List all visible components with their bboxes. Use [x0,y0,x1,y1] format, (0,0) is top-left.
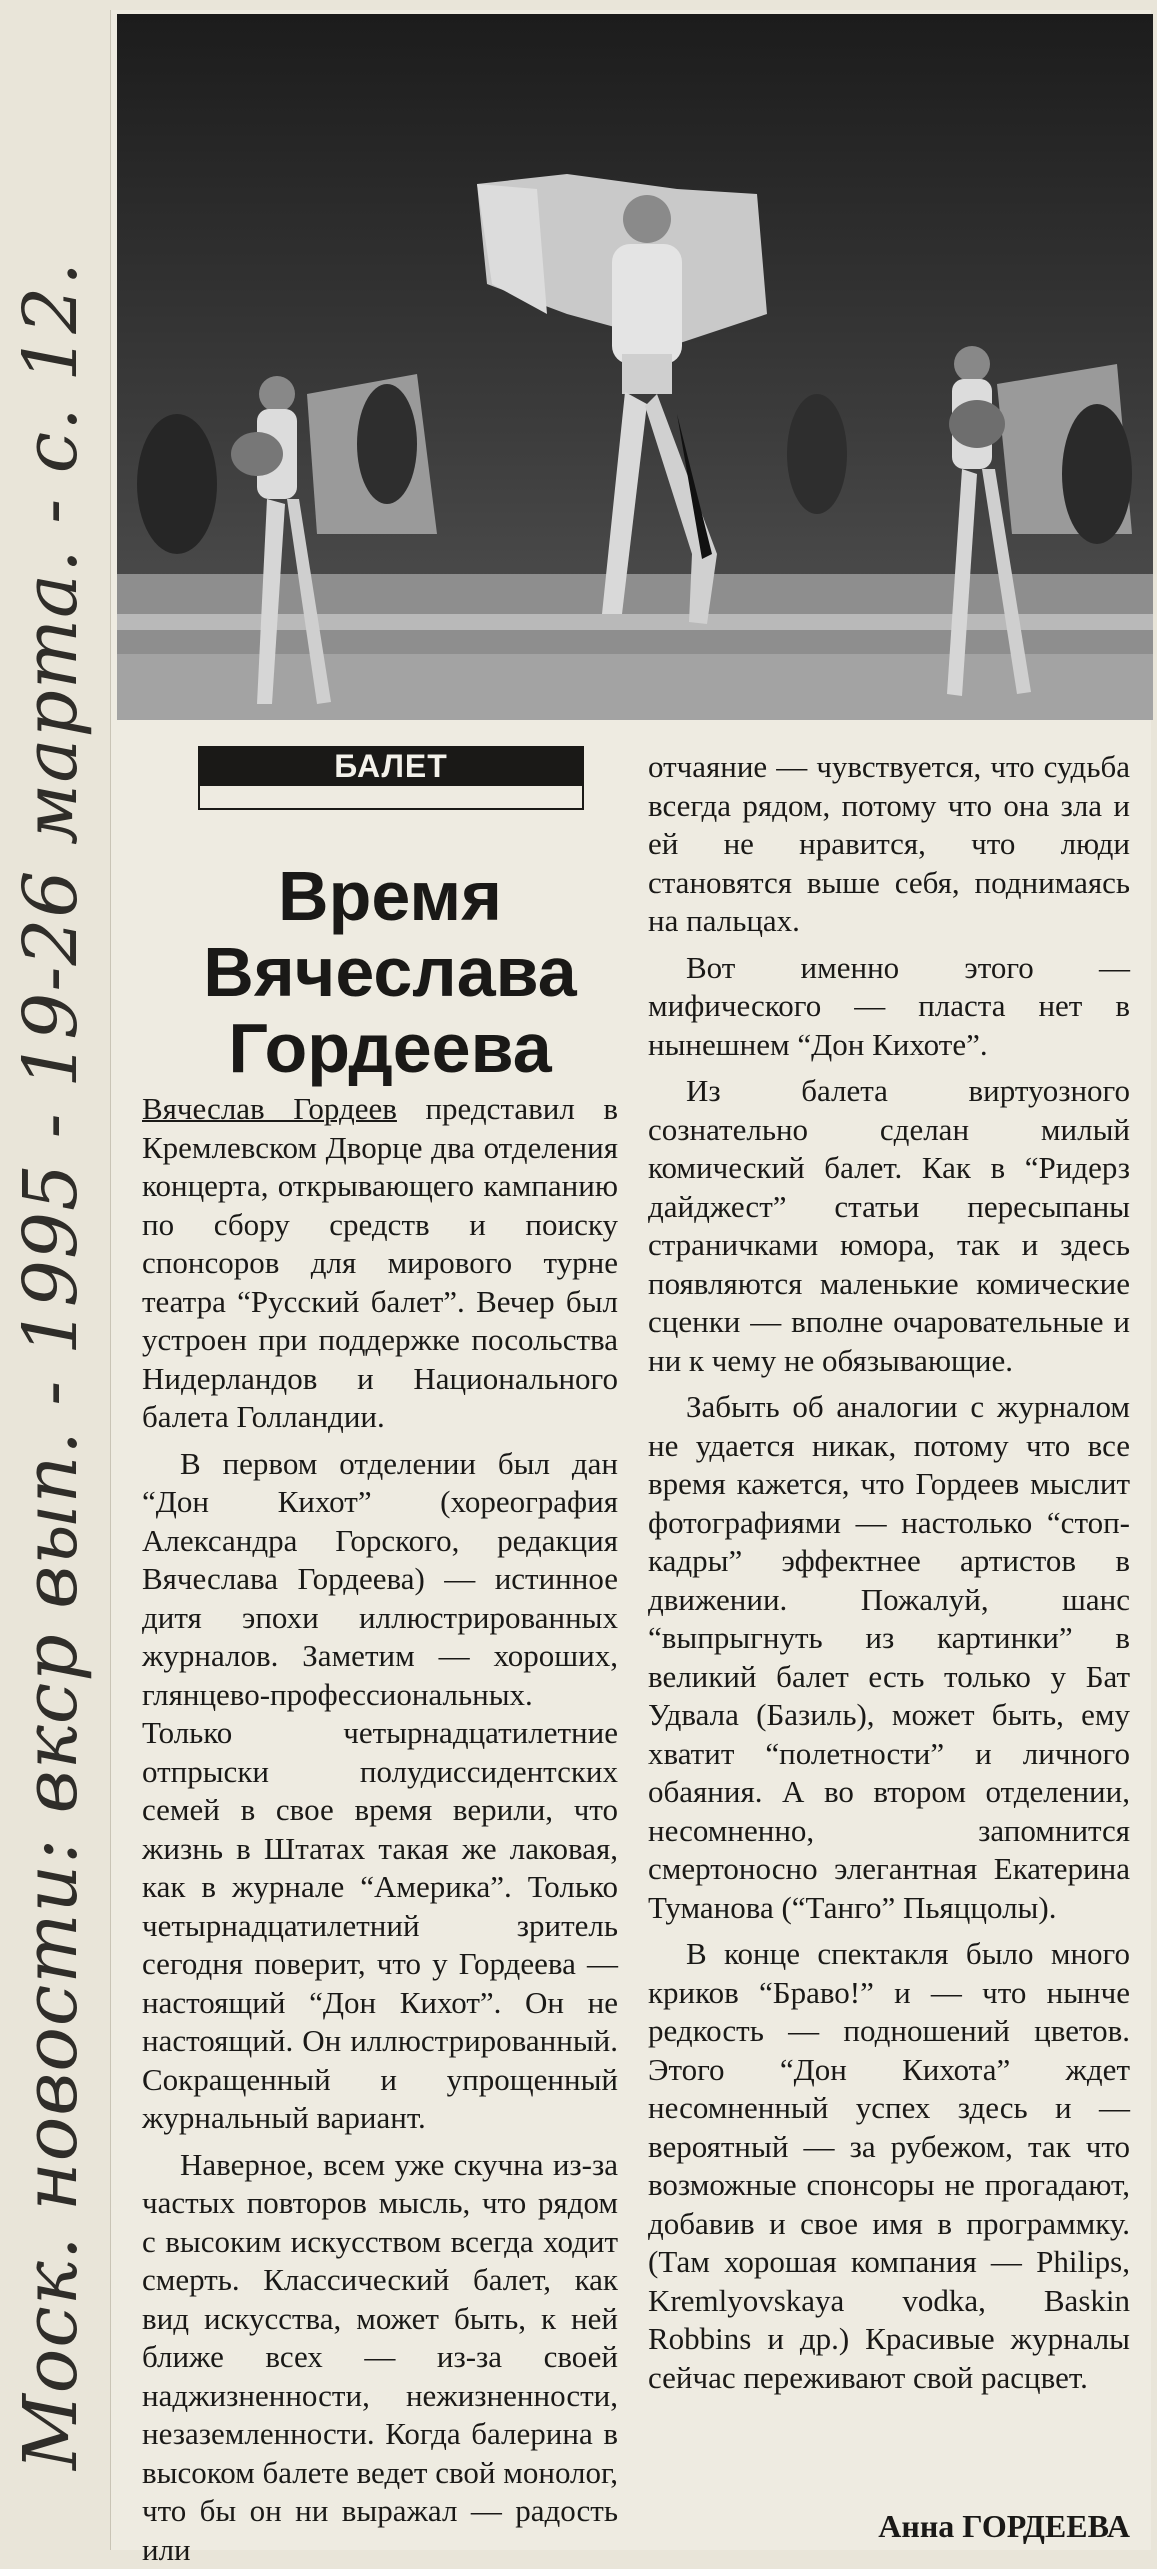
article-column-right [648,748,1130,2397]
article-headline: Время Вячеслава Гордеева [120,858,660,1086]
rubric-label: БАЛЕТ [200,746,582,786]
paragraph: Забыть об аналогии с журналом не удается никак, потому что все время кажется, что Гордеев мыслит фотографиями — настолько “стоп-кадры” эффектнее артистов в движении. Пожалуй, шанс “выпрыгнуть из картинки” в великий балет есть только у Бат Удвала (Базиль), может быть, ему хватит “полетности” и личного обаяния. А во втором отделении, несомненно, запомнится смертоносно элегантная Екатерина Туманова (“Танго” Пьяццолы). [648,1388,1130,1927]
paragraph: Наверное, всем уже скучна из-за частых повторов мысль, что рядом с высоким искусством всегда ходит смерть. Классический балет, как вид искусства, может быть, к ней ближе всех — из-за своей наджизненности, нежизненности, незаземленности. Когда балерина в высоком балете ведет свой монолог, что бы он ни выражал — радость или [142,2146,618,2569]
ballet-photo [117,14,1153,720]
rubric-frame [198,746,584,810]
author-byline: Анна ГОРДЕЕВА [860,2508,1130,2545]
lead-text: представил в Кремлевском Дворце два отделения концерта, открывающего кампанию по сбору средств и поиску спонсоров для мирового турне театра “Русский балет”. Вечер был устроен при поддержке посольства Нидерландов и Национального балета Голландии. [142,1091,618,1434]
article-column-left [142,1090,618,2569]
paragraph: В первом отделении был дан “Дон Кихот” (хореография Александра Горского, редакция Вячеслава Гордеева) — истинное дитя эпохи иллюстрированных журналов. Заметим — хороших, глянцево-профессиональных. Только четырнадцатилетние отпрыски полудиссидентских семей в свое время верили, что жизнь в Штатах такая же лаковая, как в журнале “Америка”. Только четырнадцатилетний зритель сегодня поверит, что у Гордеева — настоящий “Дон Кихот”. Он не настоящий. Он иллюстрированный. Сокращенный и упрощенный журнальный вариант. [142,1445,618,2138]
paragraph: Вот именно этого — мифического — пласта нет в нынешнем “Дон Кихоте”. [648,949,1130,1065]
lead-name: Вячеслав Гордеев [142,1091,397,1126]
paragraph-continuation: отчаяние — чувствуется, что судьба всегда рядом, потому что она зла и ей не нравится, что люди становятся выше себя, поднимаясь на пальцах. [648,748,1130,941]
paragraph: В конце спектакля было много криков “Браво!” и — что нынче редкость — подношений цветов. Этого “Дон Кихота” ждет несомненный успех здесь и — вероятный — за рубежом, так что возможные спонсоры не прогадают, добавив и свое имя в программку. (Там хорошая компания — Philips, Kremlyovskaya vodka, Baskin Robbins и др.) Красивые журналы сейчас переживают свой расцвет. [648,1935,1130,2397]
paragraph: Из балета виртуозного сознательно сделан милый комический балет. Как в “Ридерз дайджест” статьи пересыпаны страничками юмора, так и здесь появляются маленькие комические сценки — вполне очаровательные и ни к чему не обязывающие. [648,1072,1130,1380]
handwritten-source-note: Моск. новости: вкср вып. - 1995 - 19-26 марта. - с. 12. [8,270,108,2470]
lead-paragraph [142,1090,618,1437]
